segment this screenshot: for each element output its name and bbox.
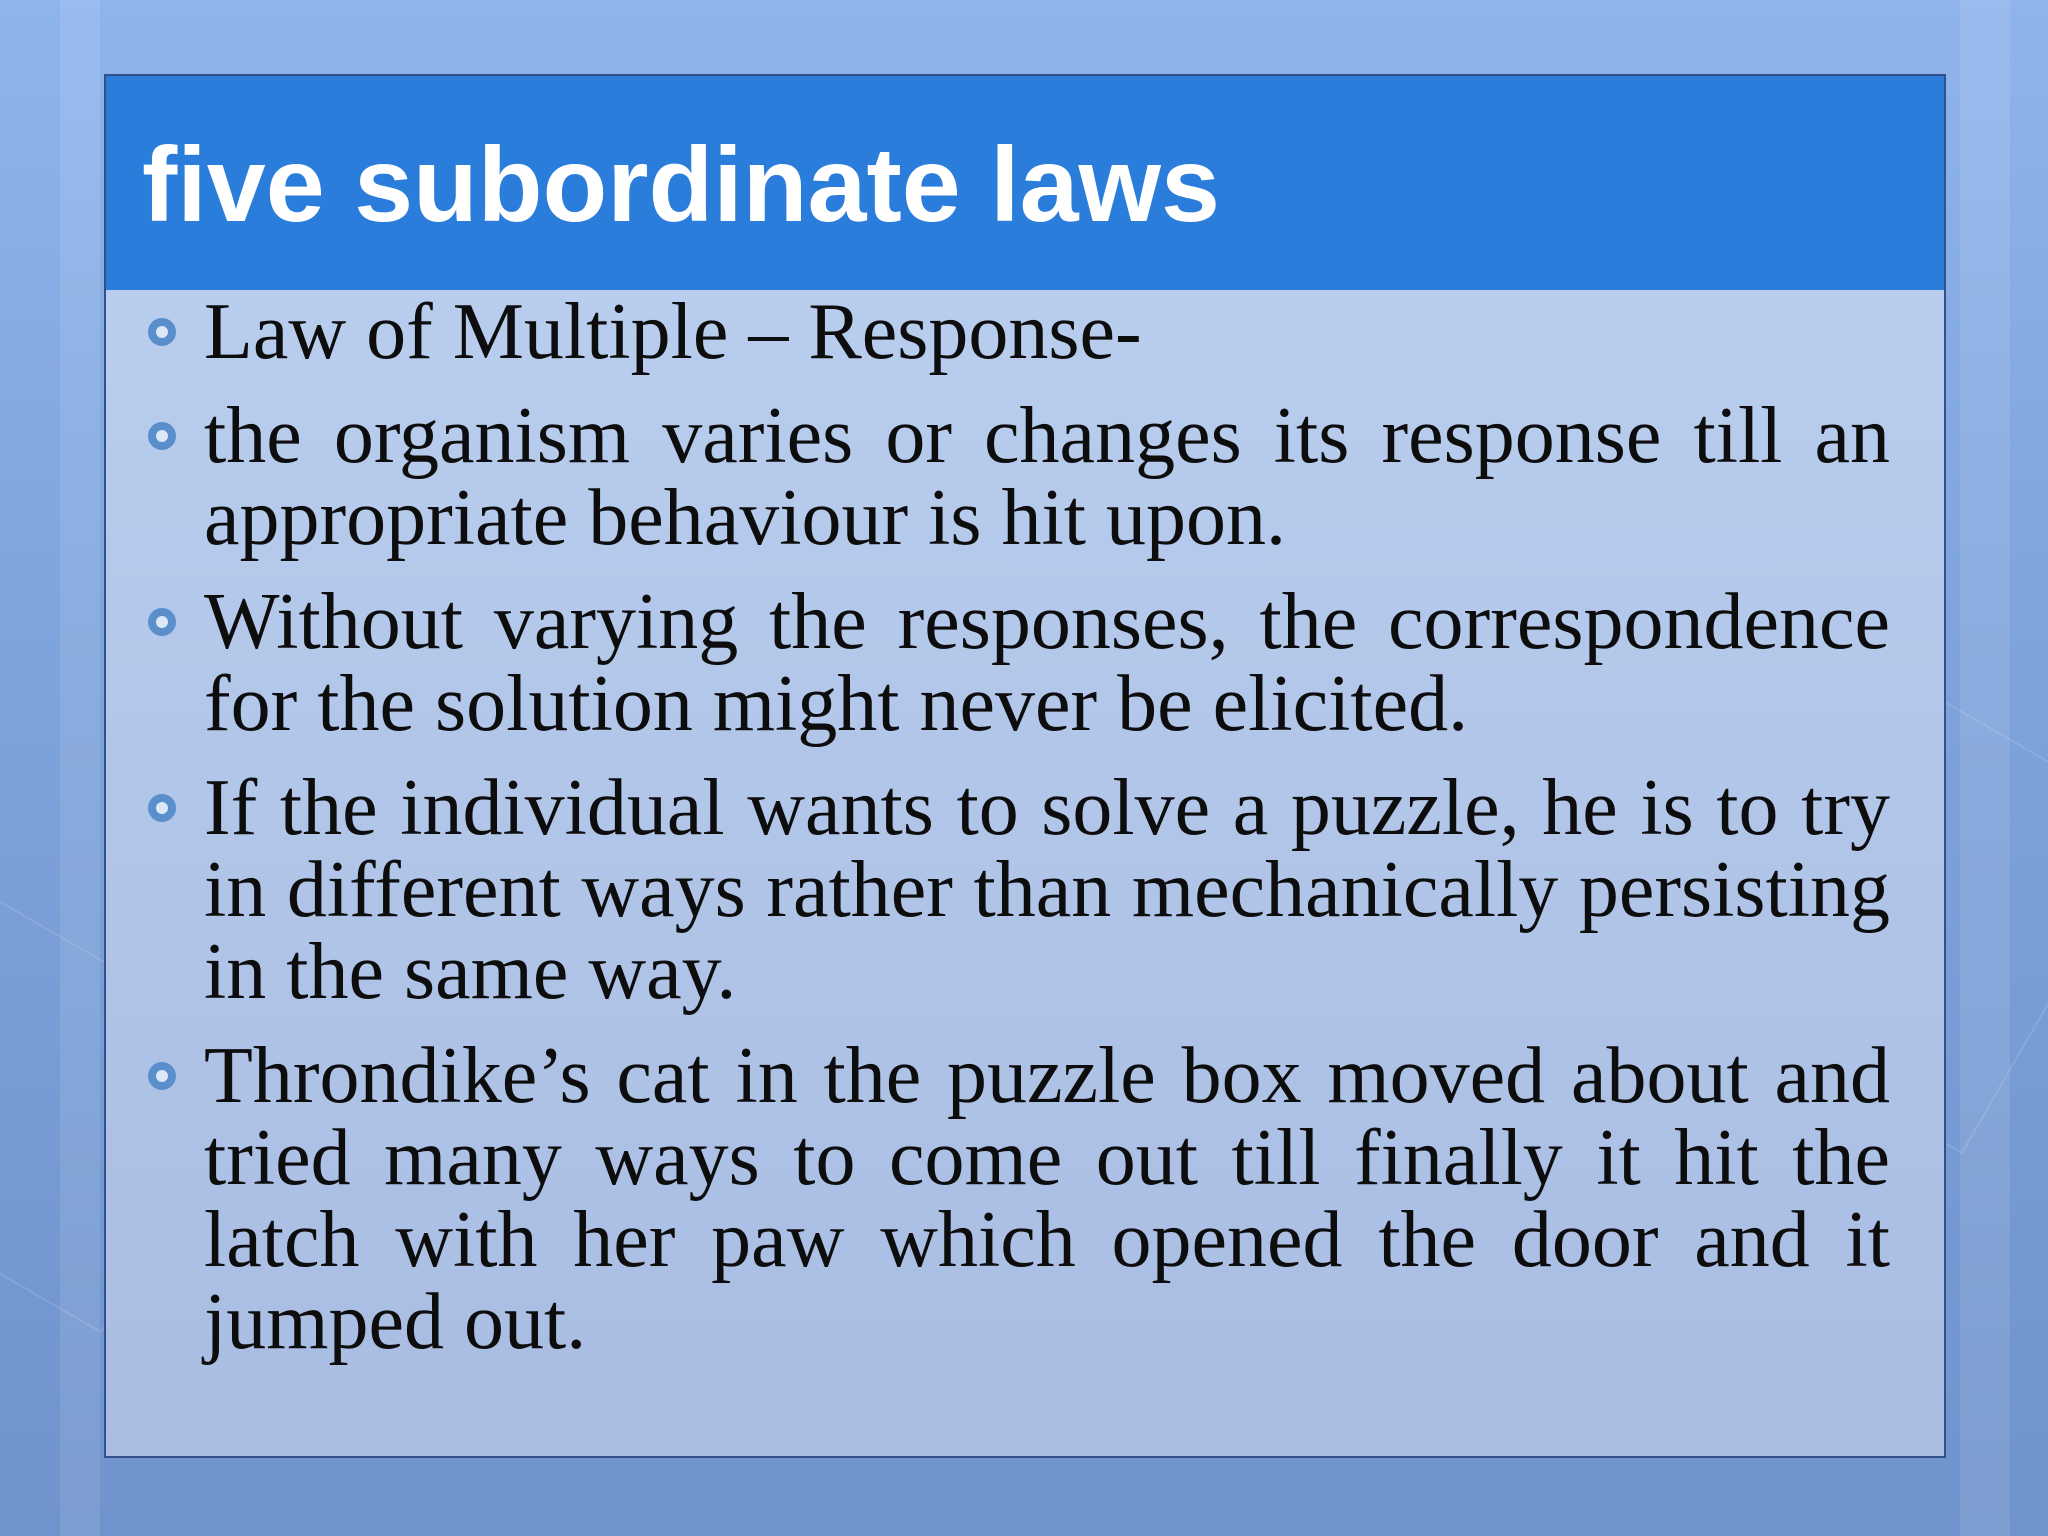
content-panel xyxy=(104,74,1946,1458)
bullet-item xyxy=(146,288,1890,376)
bullet-text: Law of Multiple – Response- xyxy=(204,288,1142,376)
bullet-item xyxy=(146,764,1890,1016)
bullet-text: Without varying the responses, the correspondence for the solution might never be elicited. xyxy=(204,578,1890,748)
title-bar xyxy=(106,76,1944,290)
bullet-text: If the individual wants to solve a puzzle, he is to try in different ways rather than mechanically persisting in the same way. xyxy=(204,764,1890,1016)
circle-bullet-icon xyxy=(148,1062,176,1090)
circle-bullet-icon xyxy=(148,794,176,822)
bullet-item xyxy=(146,578,1890,748)
bullet-item xyxy=(146,392,1890,562)
bullet-item xyxy=(146,1032,1890,1366)
bullet-text: Throndike’s cat in the puzzle box moved about and tried many ways to come out till finally it hit the latch with her paw which opened the door and it jumped out. xyxy=(204,1032,1890,1366)
circle-bullet-icon xyxy=(148,608,176,636)
bullet-text: the organism varies or changes its response till an appropriate behaviour is hit upon. xyxy=(204,392,1890,562)
bullet-list xyxy=(146,288,1890,1385)
circle-bullet-icon xyxy=(148,318,176,346)
circle-bullet-icon xyxy=(148,422,176,450)
slide-title: five subordinate laws xyxy=(142,126,1220,244)
